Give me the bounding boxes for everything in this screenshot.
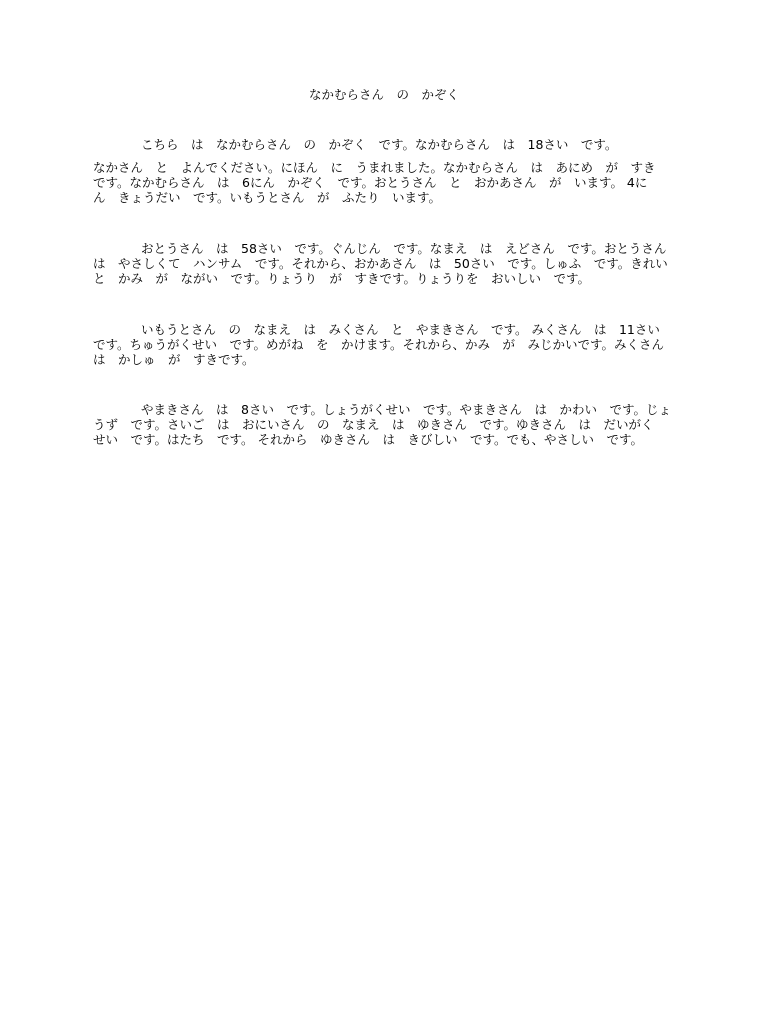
paragraph-parents [93, 241, 675, 286]
paragraph-line: なかさん と よんでください。にほん に うまれました。なかむらさん は あにめ が すき [93, 160, 656, 175]
paragraph-line: こちら は なかむらさん の かぞく です。なかむらさん は 18さい です。 [141, 137, 618, 152]
paragraph-siblings [93, 402, 675, 447]
paragraph-sisters [93, 322, 675, 367]
paragraph-line: やまきさん は 8さい です。しょうがくせい です。やまきさん は かわい です。じょ [141, 402, 671, 417]
paragraph-line: うず です。さいご は おにいさん の なまえ は ゆきさん です。ゆきさん は だいがく [93, 417, 654, 432]
paragraph-line: です。ちゅうがくせい です。めがね を かけます。それから、かみ が みじかいです。みくさん [93, 337, 665, 352]
paragraph-line: は かしゅ が すきです。 [93, 352, 255, 367]
paragraph-line: と かみ が ながい です。りょうり が すきです。りょうりを おいしい です。 [93, 271, 591, 286]
paragraph-line: ん きょうだい です。いもうとさん が ふたり います。 [93, 190, 442, 205]
paragraph-line: おとうさん は 58さい です。ぐんじん です。なまえ は えどさん です。おとうさん [141, 241, 667, 256]
paragraph-intro [93, 137, 675, 152]
document-title: なかむらさん の かぞく [308, 87, 459, 102]
paragraph-line: は やさしくて ハンサム です。それから、おかあさん は 50さい です。しゅふ です。きれい [93, 256, 668, 271]
paragraph-line: せい です。はたち です。 それから ゆきさん は きびしい です。でも、やさしい です。 [93, 432, 643, 447]
paragraph-family-overview [93, 160, 675, 205]
paragraph-line: いもうとさん の なまえ は みくさん と やまきさん です。 みくさん は 11さい [141, 322, 660, 337]
paragraph-line: です。なかむらさん は 6にん かぞく です。おとうさん と おかあさん が います。 4に [93, 175, 648, 190]
